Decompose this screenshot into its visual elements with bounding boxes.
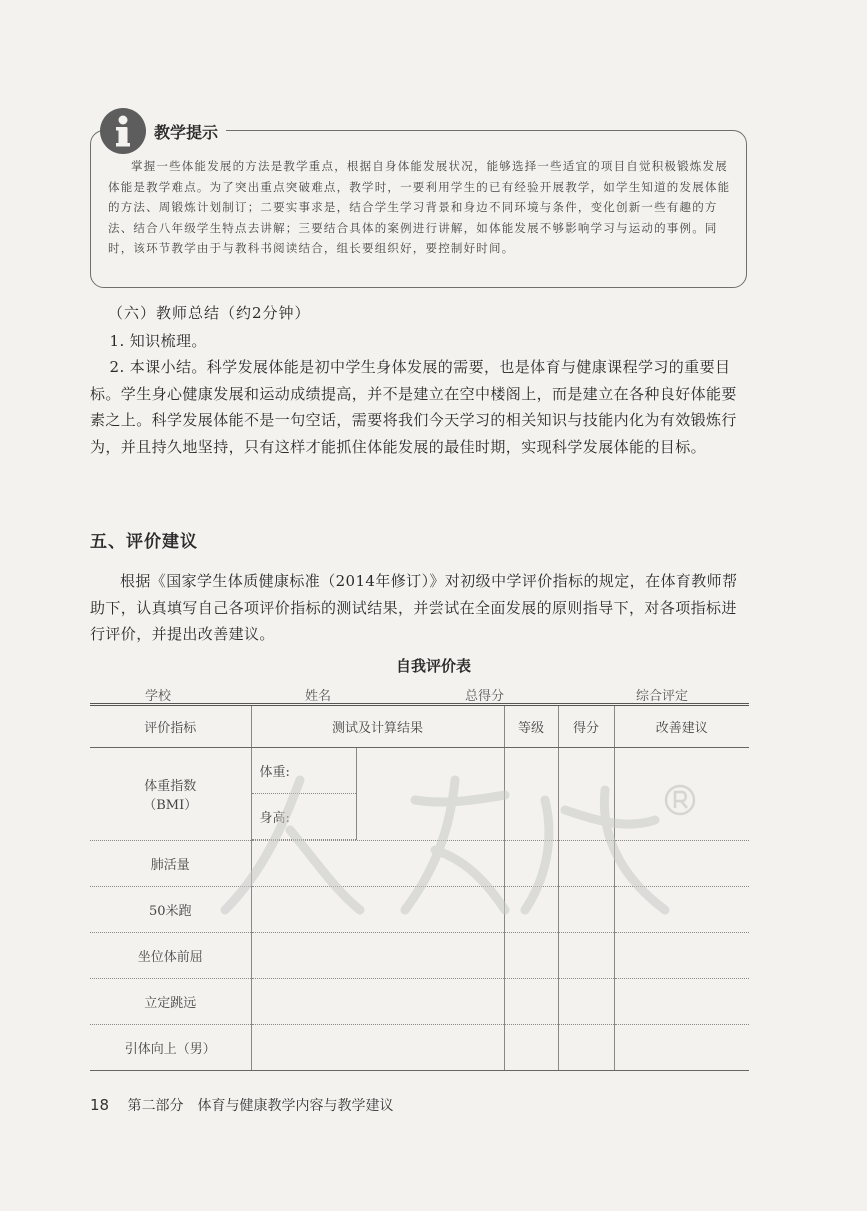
summary-item-1: 1. 知识梳理。 — [109, 332, 207, 350]
score-cell[interactable] — [558, 887, 614, 933]
bmi-label-cell — [90, 748, 251, 841]
bmi-result-cell[interactable] — [251, 748, 504, 841]
teaching-tip-header — [100, 108, 226, 154]
bmi-suggestion-cell[interactable] — [614, 748, 749, 841]
info-icon — [100, 108, 146, 154]
table-row — [90, 1025, 749, 1071]
grade-cell[interactable] — [504, 979, 558, 1025]
footer-text: 第二部分 体育与健康教学内容与教学建议 — [127, 1098, 394, 1114]
result-cell[interactable] — [251, 887, 504, 933]
tip-title: 教学提示 — [154, 122, 219, 142]
score-cell[interactable] — [558, 933, 614, 979]
result-cell[interactable] — [251, 933, 504, 979]
table-row — [90, 933, 749, 979]
grade-cell[interactable] — [504, 841, 558, 887]
table-title: 自我评价表 — [395, 657, 471, 675]
score-cell[interactable] — [558, 841, 614, 887]
row-label: 立定跳远 — [90, 979, 251, 1025]
bmi-height-label: 身高: — [252, 794, 357, 840]
result-cell[interactable] — [251, 841, 504, 887]
self-evaluation-table — [90, 703, 749, 1071]
page-footer — [90, 1095, 394, 1115]
table-row — [90, 841, 749, 887]
row-label: 肺活量 — [90, 841, 251, 887]
suggestion-cell[interactable] — [614, 887, 749, 933]
summary-item-2: 2. 本课小结。科学发展体能是初中学生身体发展的需要，也是体育与健康课程学习的重要目标。学生身心健康发展和运动成绩提高，并不是建立在空中楼阁上，而是建立在各种良好体能要素之上。科学发展体能不是一句空话，需要将我们今天学习的相关知识与技能内化为有效锻炼行为，并且持久地坚持，只有这样才能抓住体能发展的最佳时期，实现科学发展体能的目标。 — [90, 358, 737, 456]
bmi-score-cell[interactable] — [558, 748, 614, 841]
meta-overall: 综合评定 — [636, 689, 689, 704]
section-6-heading: （六）教师总结（约2分钟） — [108, 304, 311, 322]
bmi-label: 体重指数 — [144, 779, 197, 794]
table-row — [90, 979, 749, 1025]
header-suggestion: 改善建议 — [614, 705, 749, 748]
header-score: 得分 — [558, 705, 614, 748]
suggestion-cell[interactable] — [614, 1025, 749, 1071]
header-indicator: 评价指标 — [90, 705, 251, 748]
header-result: 测试及计算结果 — [251, 705, 504, 748]
suggestion-cell[interactable] — [614, 841, 749, 887]
suggestion-cell[interactable] — [614, 933, 749, 979]
result-cell[interactable] — [251, 1025, 504, 1071]
result-cell[interactable] — [251, 979, 504, 1025]
grade-cell[interactable] — [504, 887, 558, 933]
score-cell[interactable] — [558, 1025, 614, 1071]
page-number: 18 — [90, 1096, 110, 1114]
suggestion-cell[interactable] — [614, 979, 749, 1025]
table-row-bmi — [90, 748, 749, 841]
score-cell[interactable] — [558, 979, 614, 1025]
header-grade: 等级 — [504, 705, 558, 748]
table-row — [90, 887, 749, 933]
section-5-heading: 五、评价建议 — [90, 532, 198, 552]
meta-school: 学校 — [145, 689, 172, 704]
bmi-weight-label: 体重: — [252, 748, 357, 794]
bmi-label-abbr: （BMI） — [143, 798, 198, 813]
table-header-row — [90, 705, 749, 748]
grade-cell[interactable] — [504, 933, 558, 979]
grade-cell[interactable] — [504, 1025, 558, 1071]
row-label: 50米跑 — [90, 887, 251, 933]
meta-name: 姓名 — [305, 689, 332, 704]
row-label: 坐位体前屈 — [90, 933, 251, 979]
meta-total: 总得分 — [465, 689, 505, 704]
row-label: 引体向上（男） — [90, 1025, 251, 1071]
section-5-text: 根据《国家学生体质健康标准（2014年修订）》对初级中学评价指标的规定，在体育教师帮助下，认真填写自己各项评价指标的测试结果，并尝试在全面发展的原则指导下，对各项指标进行评价，并提出改善建议。 — [90, 572, 738, 643]
tip-text: 掌握一些体能发展的方法是教学重点，根据自身体能发展状况，能够选择一些适宜的项目自觉积极锻炼发展体能是教学难点。为了突出重点突破难点，教学时，一要利用学生的已有经验开展教学，如学生知道的发展体能的方法、周锻炼计划制订；二要实事求是，结合学生学习背景和身边不同环境与条件，变化创新一些有趣的方法、结合八年级学生特点去讲解；三要结合具体的案例进行讲解，如体能发展不够影响学习与运动的事例。同时，该环节教学由于与教科书阅读结合，组长要组织好，要控制好时间。 — [108, 159, 731, 255]
bmi-grade-cell[interactable] — [504, 748, 558, 841]
